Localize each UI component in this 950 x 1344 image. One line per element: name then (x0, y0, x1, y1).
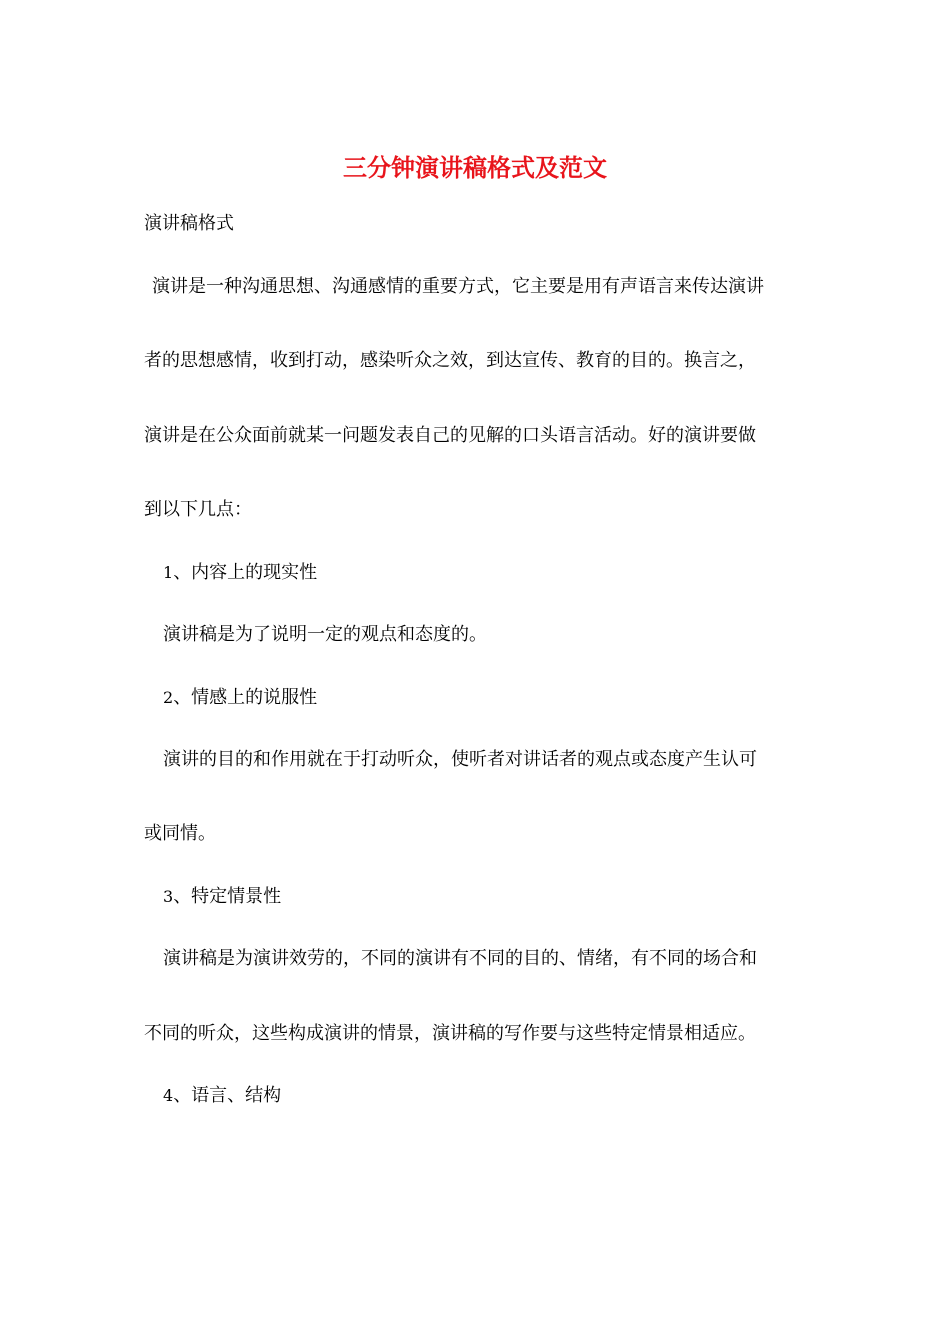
intro-line-2: 者的思想感情，收到打动，感染听众之效，到达宣传、教育的目的。换言之， (144, 350, 756, 371)
point-3-body-line-1: 演讲稿是为演讲效劳的，不同的演讲有不同的目的、情绪，有不同的场合和 (163, 948, 757, 969)
intro-line-4: 到以下几点： (144, 499, 252, 520)
point-3-heading (163, 883, 281, 911)
point-4-title: 、语言、结构 (173, 1085, 282, 1106)
point-2-title: 、情感上的说服性 (173, 687, 318, 708)
point-3-body-line-2: 不同的听众，这些构成演讲的情景，演讲稿的写作要与这些特定情景相适应。 (144, 1023, 756, 1044)
point-3-number: 3 (163, 887, 174, 906)
page-title: 三分钟演讲稿格式及范文 (343, 153, 607, 182)
point-3-title: 、特定情景性 (173, 886, 282, 907)
point-1-title: 、内容上的现实性 (173, 562, 318, 583)
point-1-number: 1 (163, 563, 174, 582)
intro-line-3: 演讲是在公众面前就某一问题发表自己的见解的口头语言活动。好的演讲要做 (144, 425, 756, 446)
point-2-heading (163, 684, 317, 712)
section-heading: 演讲稿格式 (144, 213, 234, 234)
intro-line-1: 演讲是一种沟通思想、沟通感情的重要方式，它主要是用有声语言来传达演讲 (152, 276, 764, 297)
point-2-body-line-1: 演讲的目的和作用就在于打动听众，使听者对讲话者的观点或态度产生认可 (163, 749, 757, 770)
point-2-number: 2 (163, 688, 174, 707)
point-1-body-line-1: 演讲稿是为了说明一定的观点和态度的。 (163, 624, 487, 645)
point-2-body-line-2: 或同情。 (144, 823, 216, 844)
point-1-heading (163, 559, 317, 587)
point-4-heading (163, 1082, 281, 1110)
point-4-number: 4 (163, 1086, 174, 1105)
